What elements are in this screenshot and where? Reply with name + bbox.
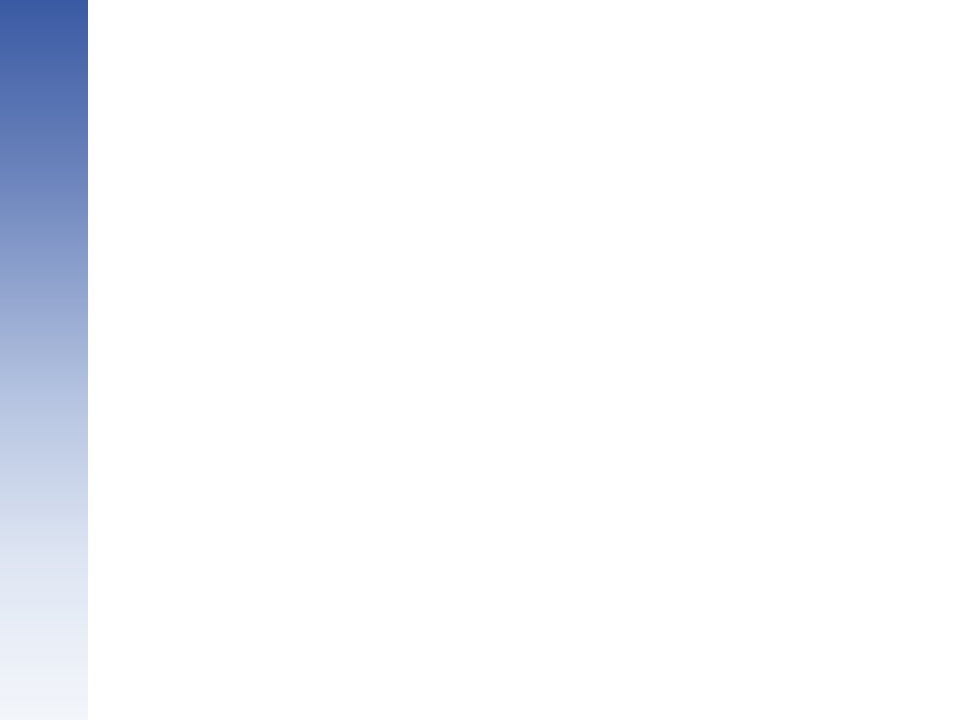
equation-graphic <box>288 186 698 376</box>
decorative-sidebar <box>0 0 88 720</box>
mixcolumn-equation <box>288 186 698 376</box>
